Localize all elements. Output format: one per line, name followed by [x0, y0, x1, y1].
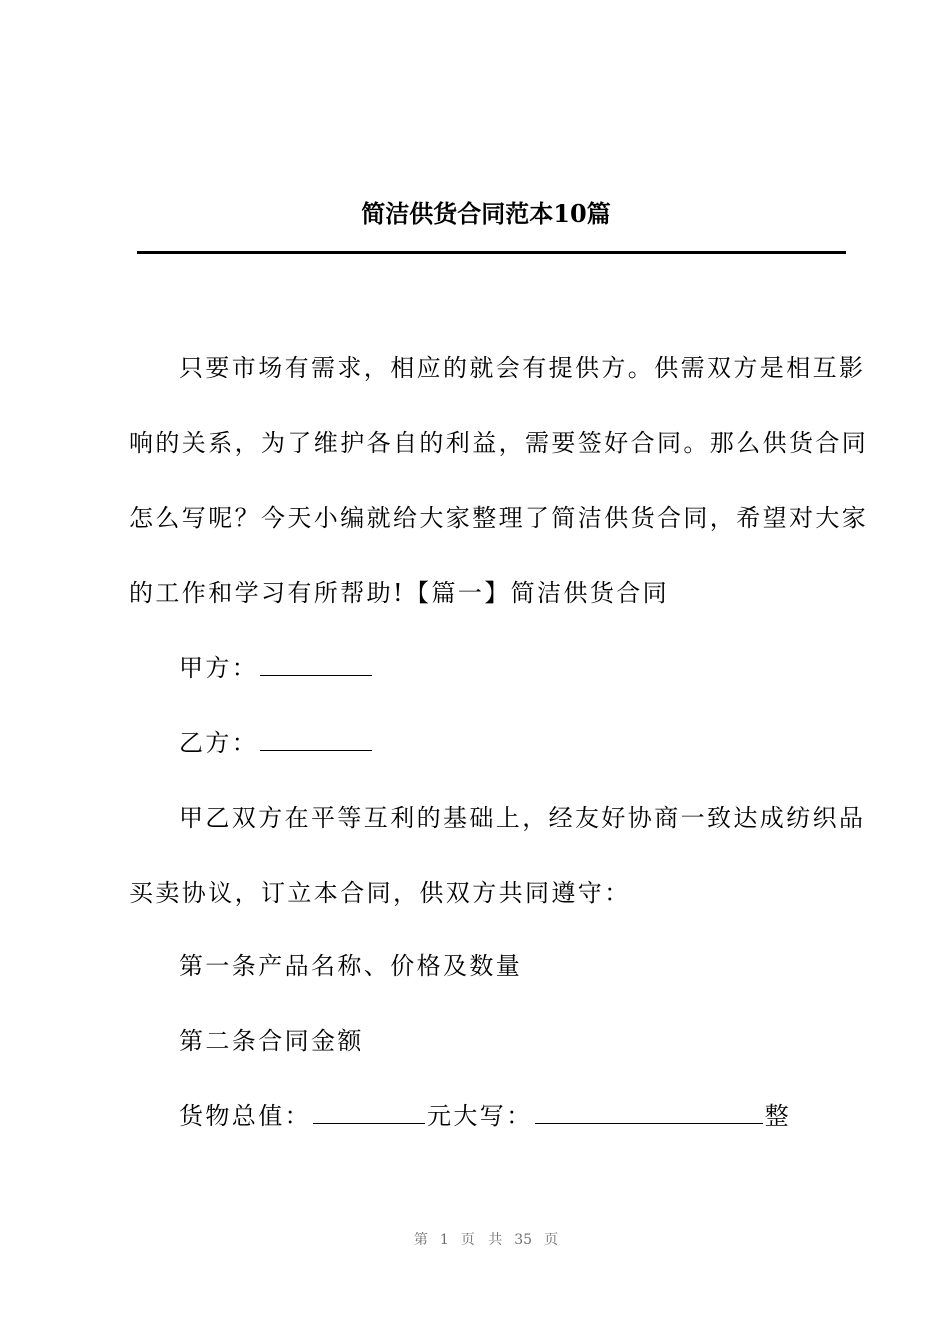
- footer-prefix: 第: [413, 1232, 428, 1248]
- party-b-row: [179, 723, 374, 763]
- title-underline: [137, 251, 846, 254]
- total-capital-blank[interactable]: [535, 1097, 763, 1124]
- footer-middle: 页 共: [460, 1232, 503, 1248]
- intro-line-1: 只要市场有需求，相应的就会有提供方。供需双方是相互影: [179, 354, 866, 382]
- intro-line-2: 响的关系，为了维护各自的利益，需要签好合同。那么供货合同: [129, 429, 869, 457]
- document-title: 简洁供货合同范本10篇: [361, 199, 611, 228]
- footer-total-pages: 35: [514, 1232, 533, 1248]
- party-a-row: [179, 648, 374, 688]
- total-value-row: [179, 1096, 791, 1136]
- party-b-label: 乙方：: [179, 729, 259, 757]
- page-footer: [0, 1228, 950, 1252]
- total-label: 货物总值：: [179, 1102, 311, 1130]
- agreement-line-2: 买卖协议，订立本合同，供双方共同遵守：: [129, 879, 631, 907]
- party-a-label: 甲方：: [179, 654, 259, 682]
- article-1-text: 第一条产品名称、价格及数量: [179, 952, 523, 980]
- party-a-blank[interactable]: [260, 649, 372, 676]
- intro-line-4: 的工作和学习有所帮助!【篇一】简洁供货合同: [129, 579, 670, 607]
- intro-line-3: 怎么写呢？今天小编就给大家整理了简洁供货合同，希望对大家: [129, 504, 869, 532]
- total-unit-label: 元大写：: [427, 1102, 533, 1130]
- agreement-line-1: 甲乙双方在平等互利的基础上，经友好协商一致达成纺织品: [179, 804, 866, 832]
- total-amount-blank[interactable]: [313, 1097, 425, 1124]
- footer-suffix: 页: [544, 1232, 559, 1248]
- party-b-blank[interactable]: [260, 724, 372, 751]
- article-2-text: 第二条合同金额: [179, 1027, 364, 1055]
- footer-page-number: 1: [439, 1232, 449, 1248]
- total-suffix: 整: [764, 1102, 792, 1130]
